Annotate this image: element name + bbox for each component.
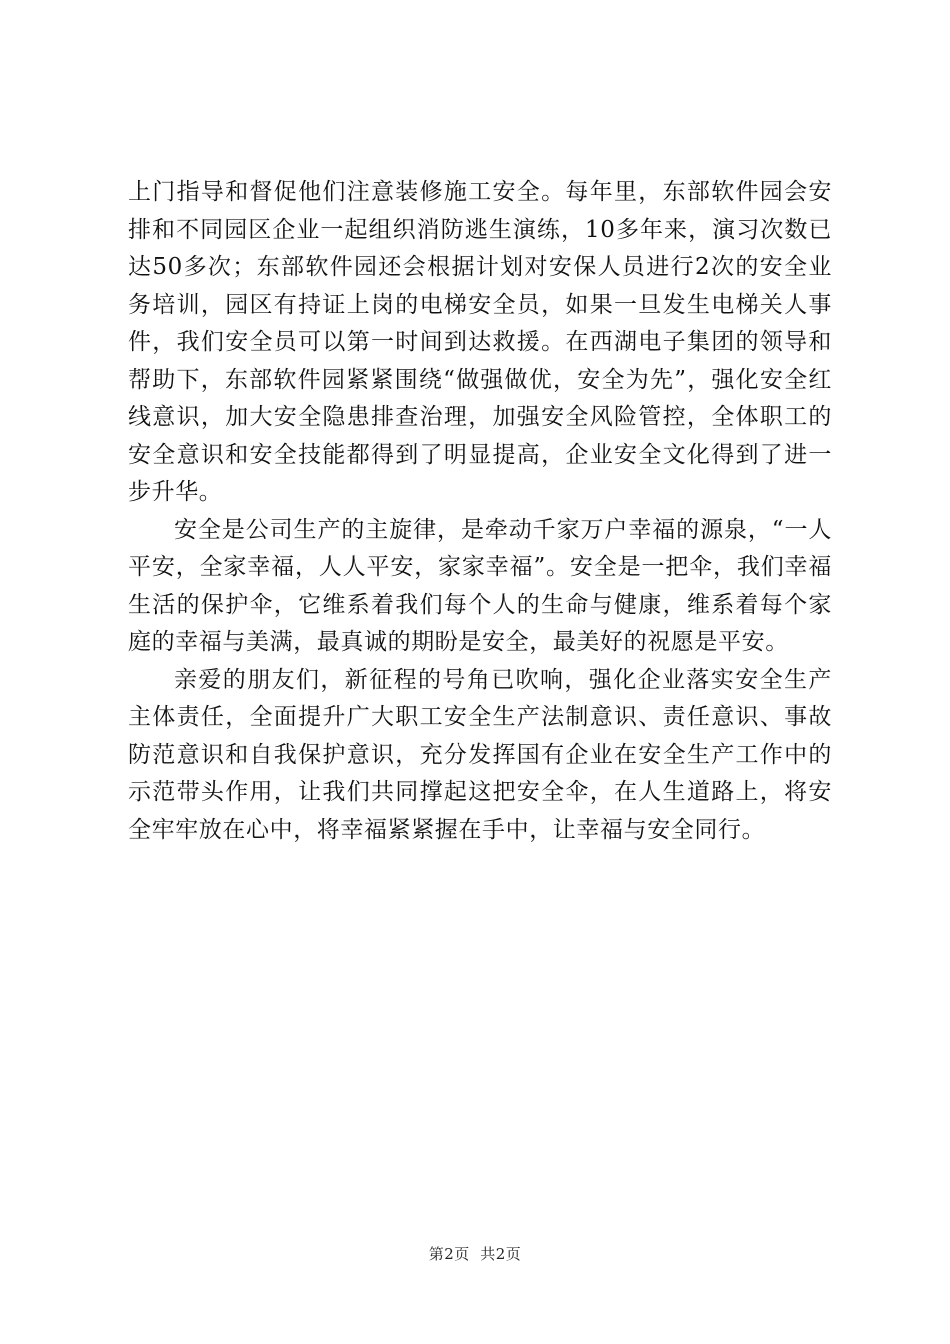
- page-footer: [0, 1243, 950, 1264]
- document-body: [128, 174, 832, 849]
- paragraph-2: 安全是公司生产的主旋律，是牵动千家万户幸福的源泉，“一人平安，全家幸福，人人平安，家家幸福”。安全是一把伞，我们幸福生活的保护伞，它维系着我们每个人的生命与健康，维系着每个家庭的幸福与美满，最真诚的期盼是安全，最美好的祝愿是平安。: [128, 516, 832, 655]
- paragraph-3: 亲爱的朋友们，新征程的号角已吹响，强化企业落实安全生产主体责任，全面提升广大职工安全生产法制意识、责任意识、事故防范意识和自我保护意识，充分发挥国有企业在安全生产工作中的示范带头作用，让我们共同撑起这把安全伞，在人生道路上，将安全牢牢放在心中，将幸福紧紧握在手中，让幸福与安全同行。: [128, 666, 832, 843]
- paragraph-1: 上门指导和督促他们注意装修施工安全。每年里，东部软件园会安排和不同园区企业一起组织消防逃生演练，10多年来，演习次数已达50多次；东部软件园还会根据计划对安保人员进行2次的安全业务培训，园区有持证上岗的电梯安全员，如果一旦发生电梯关人事件，我们安全员可以第一时间到达救援。在西湖电子集团的领导和帮助下，东部软件园紧紧围绕“做强做优，安全为先”，强化安全红线意识，加大安全隐患排查治理，加强安全风险管控，全体职工的安全意识和安全技能都得到了明显提高，企业安全文化得到了进一步升华。: [128, 179, 832, 505]
- page-number-label: 第2页 共2页: [428, 1245, 522, 1263]
